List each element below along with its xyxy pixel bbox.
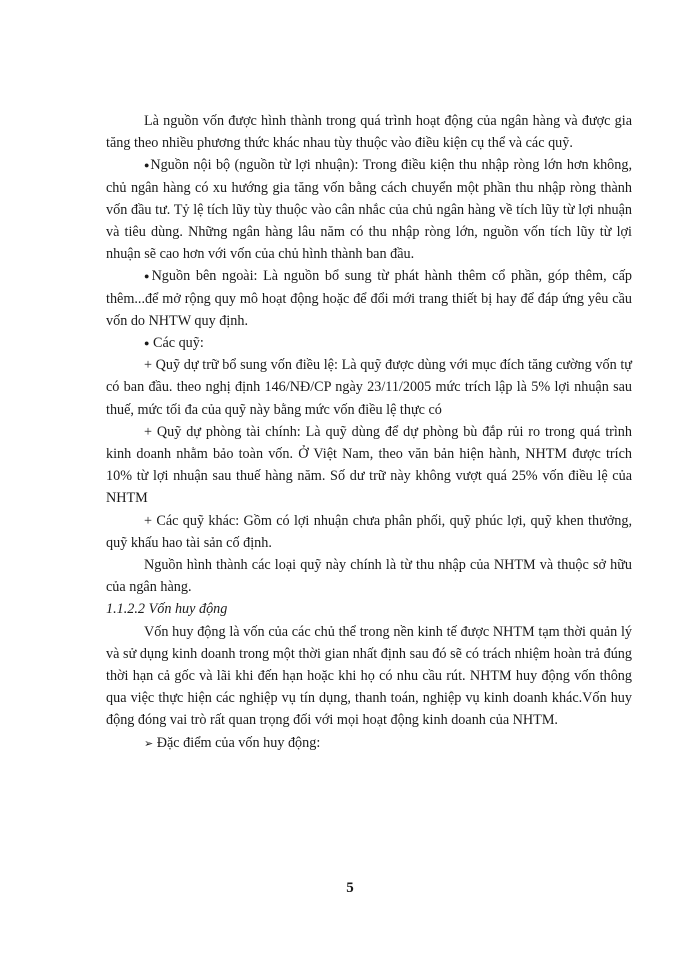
arrow-bullet-icon: ➢: [144, 737, 154, 750]
bullet-icon: ●: [144, 271, 152, 282]
paragraph-text: Đặc điểm của vốn huy động:: [156, 734, 321, 751]
paragraph-other-funds: + Các quỹ khác: Gồm có lợi nhuận chưa phân phối, quỹ phúc lợi, quỹ khen thưởng, quỹ khấu hao tài sản cố định.: [106, 512, 632, 551]
section-heading: 1.1.2.2 Vốn huy động: [106, 601, 228, 618]
bullet-icon: ●: [144, 160, 151, 171]
paragraph-financial-provision-fund: + Quỹ dự phòng tài chính: Là quỹ dùng để dự phòng bù đắp rủi ro trong quá trình kinh doanh nhằm bảo toàn vốn. Ở Việt Nam, theo văn bản hiện hành, NHTM được trích 10% từ lợi nhuận sau thuế hàng năm. Số dư trữ này không vượt quá 25% vốn điều lệ của NHTM: [106, 423, 632, 507]
page-number: 5: [346, 880, 354, 896]
paragraph-characteristics: [106, 732, 632, 755]
document-body: [106, 110, 632, 755]
paragraph-internal-source: [106, 154, 632, 265]
paragraph-funds-origin: Nguồn hình thành các loại quỹ này chính là từ thu nhập của NHTM và thuộc sở hữu của ngân hàng.: [106, 557, 632, 596]
paragraph-text: Nguồn bên ngoài: Là nguồn bổ sung từ phát hành thêm cổ phần, góp thêm, cấp thêm...để mở rộng quy mô hoạt động hoặc để đổi mới trang thiết bị hay để đáp ứng yêu cầu vốn do NHTW quy định.: [106, 268, 632, 329]
paragraph-reserve-fund: + Quỹ dự trữ bổ sung vốn điều lệ: Là quỹ được dùng với mục đích tăng cường vốn tự có ban đầu. theo nghị định 146/NĐ/CP ngày 23/11/2005 mức trích lập là 5% lợi nhuận sau thuế, mức tối đa của quỹ này bằng mức vốn điều lệ thực có: [106, 357, 632, 418]
paragraph-intro: Là nguồn vốn được hình thành trong quá trình hoạt động của ngân hàng và được gia tăng theo nhiều phương thức khác nhau tùy thuộc vào điều kiện cụ thể và các quỹ.: [106, 113, 632, 152]
paragraph-funds: [106, 332, 632, 354]
bullet-icon: ●: [144, 338, 150, 349]
paragraph-external-source: [106, 265, 632, 332]
paragraph-text: Các quỹ:: [152, 335, 204, 352]
paragraph-text: Nguồn nội bộ (nguồn từ lợi nhuận): Trong điều kiện thu nhập ròng lớn hơn không, chủ ngân hàng có xu hướng gia tăng vốn bằng cách chuyển một phần thu nhập ròng thành vốn đầu tư. Tỷ lệ tích lũy tùy thuộc vào cân nhắc của chủ ngân hàng về tích lũy từ lợi nhuận và tiêu dùng. Những ngân hàng lâu năm có thu nhập ròng lớn, nguồn vốn tích lũy từ lợi nhuận sẽ cao hơn với vốn của chủ hình thành ban đầu.: [106, 157, 633, 263]
paragraph-mobilized-capital: Vốn huy động là vốn của các chủ thể trong nền kinh tế được NHTM tạm thời quản lý và sử dụng kinh doanh trong một thời gian nhất định sau đó sẽ có trách nhiệm hoàn trả đúng thời hạn cả gốc và lãi khi đến hạn hoặc khi họ có nhu cầu rút. NHTM huy động vốn thông qua việc thực hiện các nghiệp vụ tín dụng, thanh toán, nghiệp vụ kinh doanh khác.Vốn huy động đóng vai trò rất quan trọng đối với mọi hoạt động kinh doanh của NHTM.: [106, 623, 632, 729]
